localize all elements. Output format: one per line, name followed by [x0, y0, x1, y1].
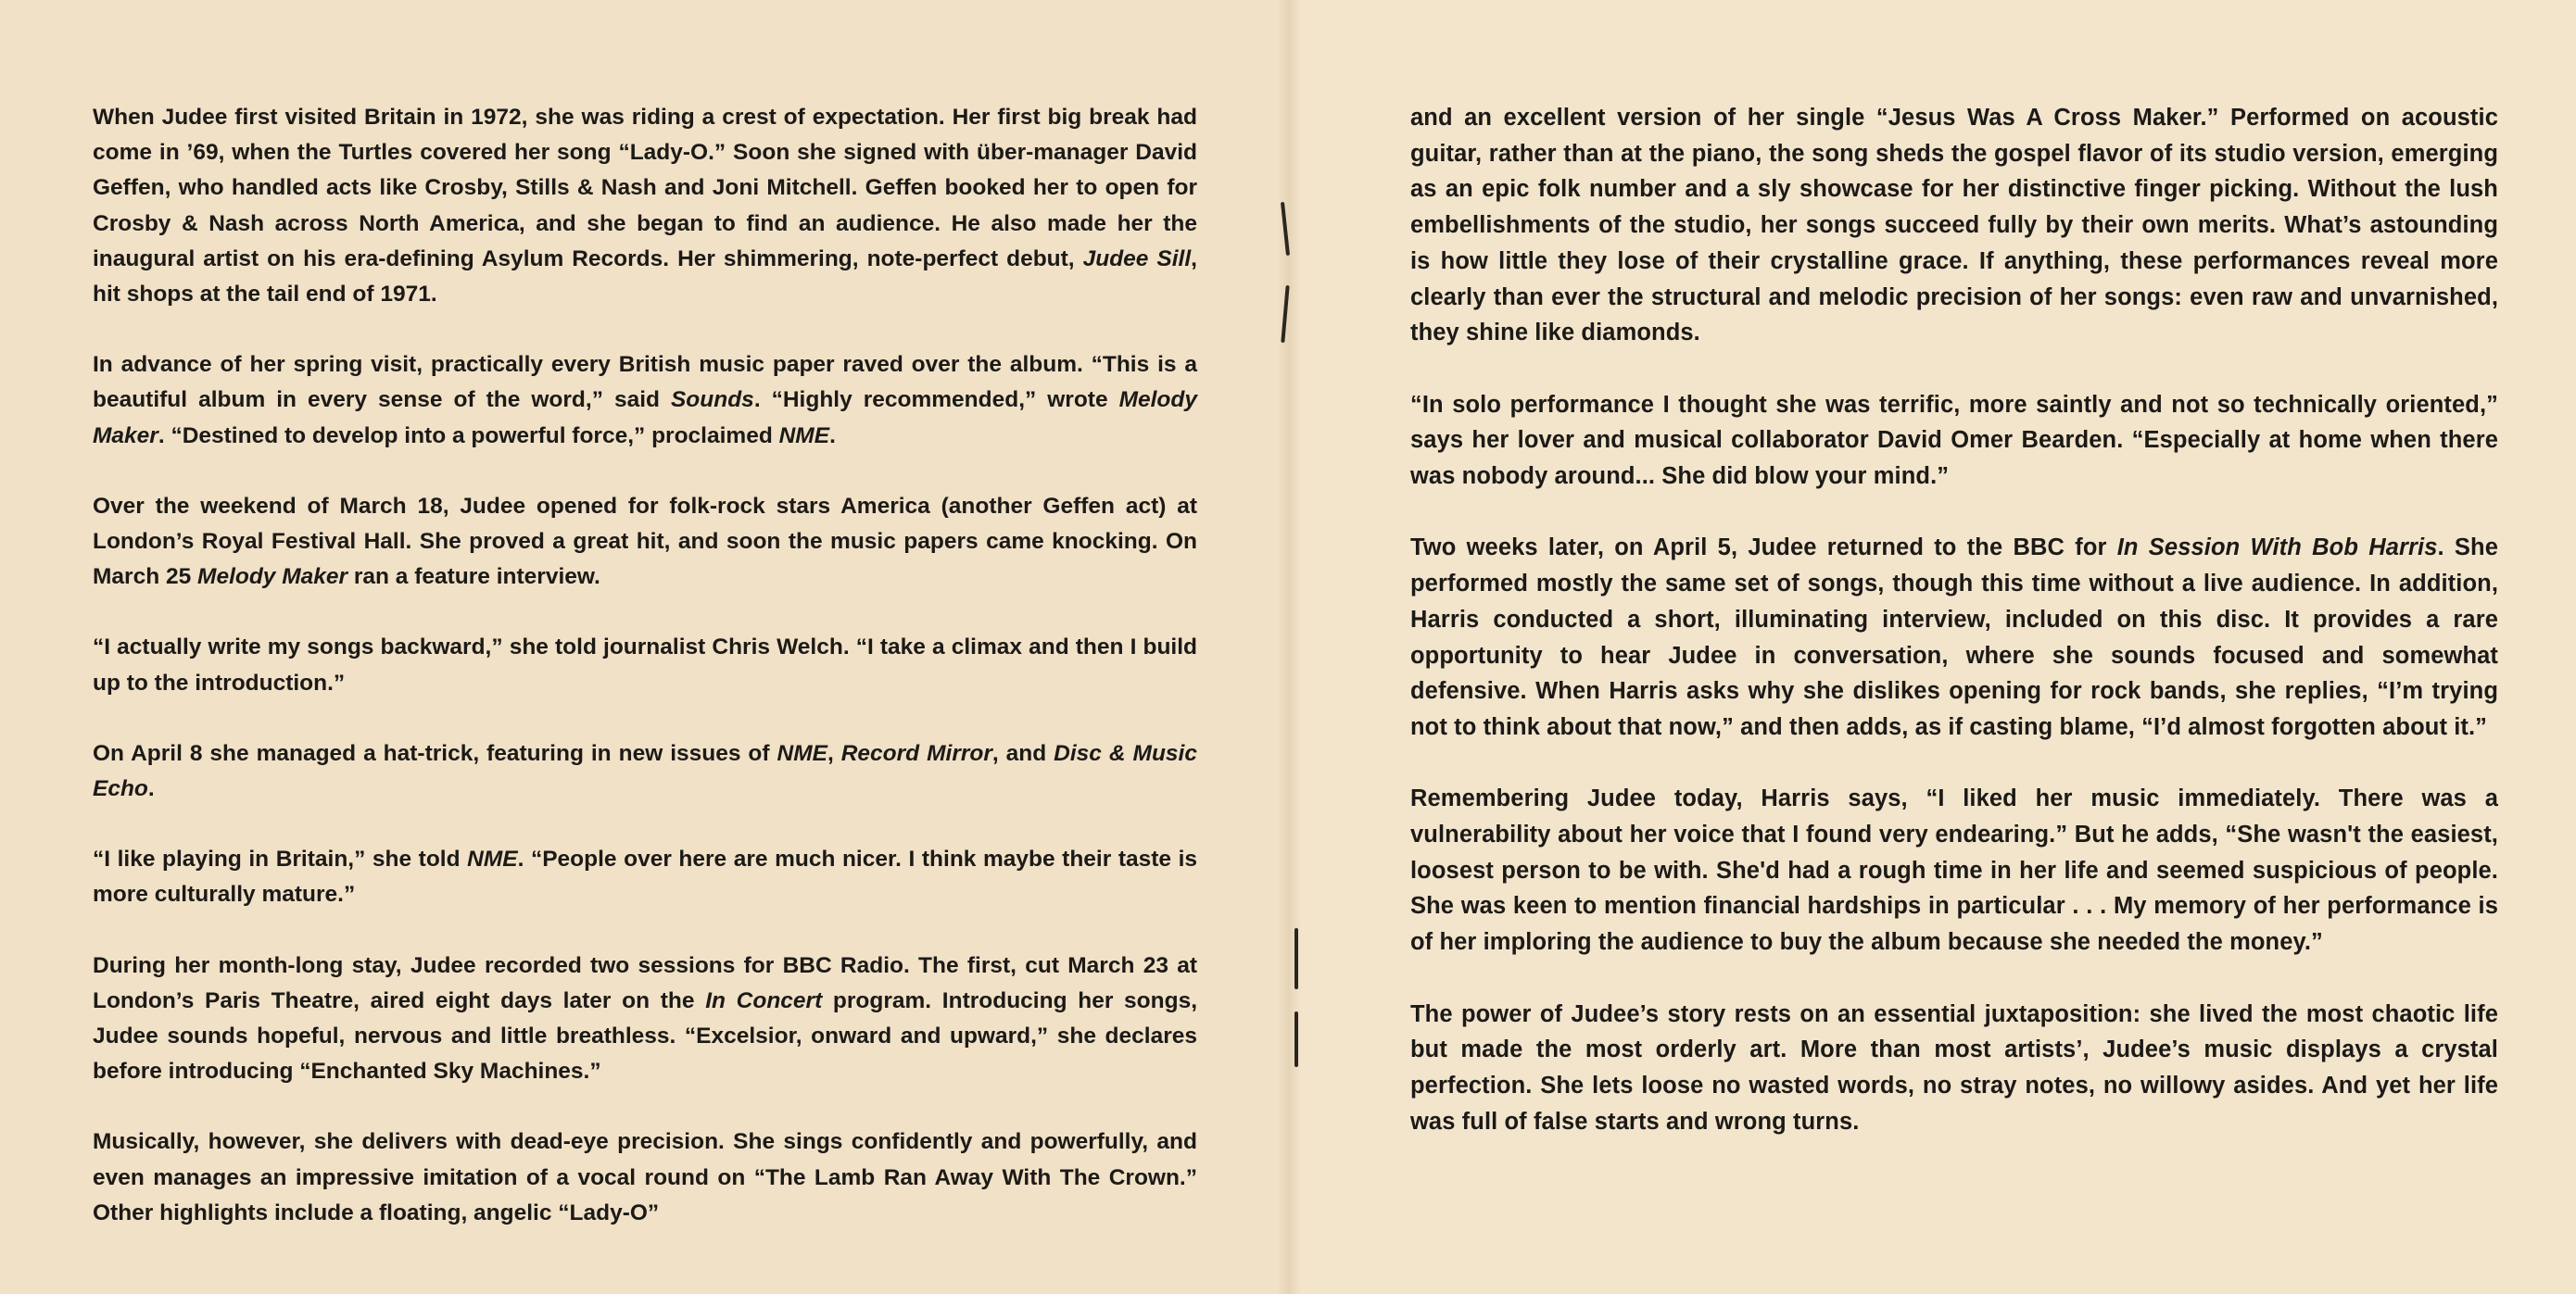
right-page [1290, 0, 2576, 1294]
publication-title: NME [777, 740, 827, 766]
left-paragraph-7: During her month-long stay, Judee recorded two sessions for BBC Radio. The first, cut March 23 at London’s Paris Theatre, aired eight days later on the In Concert program. Introducing her songs, Judee sounds hopeful, nervous and little breathless. “Excelsior, onward and upward,” she declares before introducing “Enchanted Sky Machines.” [93, 952, 1198, 1085]
program-title: In Session With Bob Harris [2116, 534, 2438, 561]
left-paragraph-3: Over the weekend of March 18, Judee opened for folk-rock stars America (another Geffen act) at London’s Royal Festival Hall. She proved a great hit, and soon the music papers came knocking. On March 25 Melody Maker ran a feature interview. [93, 493, 1197, 590]
publication-title: NME [778, 422, 830, 448]
right-paragraph-4: Remembering Judee today, Harris says, “I liked her music immediately. There was a vulnerability about her voice that I found very endearing.” But he adds, “She wasn't the easiest, loosest person to be with. She'd had a rough time in her life and seemed suspicious of people. She was keen to mention financial hardships in particular . . . My memory of her performance is of her imploring the audience to buy the album because she needed the money.” [1410, 785, 2498, 956]
publication-title: Sounds [670, 387, 754, 413]
publication-title: Melody Maker [197, 564, 348, 590]
publication-title: NME [467, 847, 518, 873]
left-paragraph-6: “I like playing in Britain,” she told NME. “People over here are much nicer. I think maybe their taste is more culturally mature.” [93, 847, 1198, 908]
right-paragraph-2: “In solo performance I thought she was terrific, more saintly and not so technically oriented,” says her lover and musical collaborator David Omer Bearden. “Especially at home when there was nobody around... She did blow your mind.” [1410, 391, 2498, 490]
left-paragraph-4: “I actually write my songs backward,” she told journalist Chris Welch. “I take a climax and then I build up to the introduction.” [93, 634, 1197, 696]
publication-title: Disc & Music Echo [93, 740, 1197, 802]
album-title: Judee Sill [1082, 245, 1192, 271]
publication-title: Record Mirror [840, 740, 992, 766]
staple-bottom-upper [1294, 928, 1298, 989]
right-paragraph-5: The power of Judee’s story rests on an essential juxtaposition: she lived the most chaotic life but made the most orderly art. More than most artists’, Judee’s music displays a crystal perfection. She lets loose no wasted words, no stray notes, no willowy asides. And yet her life was full of false starts and wrong turns. [1410, 1000, 2498, 1135]
program-title: In Concert [705, 987, 823, 1013]
left-paragraph-5: On April 8 she managed a hat-trick, featuring in new issues of NME, Record Mirror, and Disc & Music Echo. [93, 740, 1197, 802]
publication-title: Melody Maker [93, 387, 1197, 448]
right-text-column [1410, 100, 2498, 1139]
left-paragraph-2: In advance of her spring visit, practically every British music paper raved over the album. “This is a beautiful album in every sense of the word,” said Sounds. “Highly recommended,” wrote Melody Maker. “Destined to develop into a powerful force,” proclaimed NME. [93, 352, 1197, 448]
right-paragraph-1: and an excellent version of her single “Jesus Was A Cross Maker.” Performed on acoustic guitar, rather than at the piano, the song sheds the gospel flavor of its studio version, emerging as an epic folk number and a sly showcase for her distinctive finger picking. Without the lush embellishments of the studio, her songs succeed fully by their own merits. What’s astounding is how little they lose of their crystalline grace. If anything, these performances reveal more clearly than ever the structural and melodic precision of her songs: even raw and unvarnished, they shine like diamonds. [1410, 105, 2498, 346]
booklet-spine [1279, 0, 1301, 1294]
left-paragraph-1: When Judee first visited Britain in 1972, she was riding a crest of expectation. Her first big break had come in ’69, when the Turtles covered her song “Lady-O.” Soon she signed with über-manager David Geffen, who handled acts like Crosby, Stills & Nash and Joni Mitchell. Geffen booked her to open for Crosby & Nash across North America, and she began to find an audience. He also made her the inaugural artist on his era-defining Asylum Records. Her shimmering, note-perfect debut, Judee Sill, hit shops at the tail end of 1971. [93, 105, 1197, 308]
staple-bottom-lower [1294, 1011, 1298, 1067]
left-paragraph-8: Musically, however, she delivers with dead-eye precision. She sings confidently and powerfully, and even manages an impressive imitation of a vocal round on “The Lamb Ran Away With The Crown.” Other highlights include a floating, angelic “Lady-O” [93, 1129, 1197, 1225]
right-paragraph-3: Two weeks later, on April 5, Judee returned to the BBC for In Session With Bob Harris. She performed mostly the same set of songs, though this time without a live audience. In addition, Harris conducted a short, illuminating interview, included on this disc. It provides a rare opportunity to hear Judee in conversation, where she sounds focused and somewhat defensive. When Harris asks why she dislikes opening for rock bands, she replies, “I’m trying not to think about that now,” and then adds, as if casting blame, “I’d almost forgotten about it.” [1410, 534, 2498, 740]
left-text-column [93, 100, 1197, 1231]
